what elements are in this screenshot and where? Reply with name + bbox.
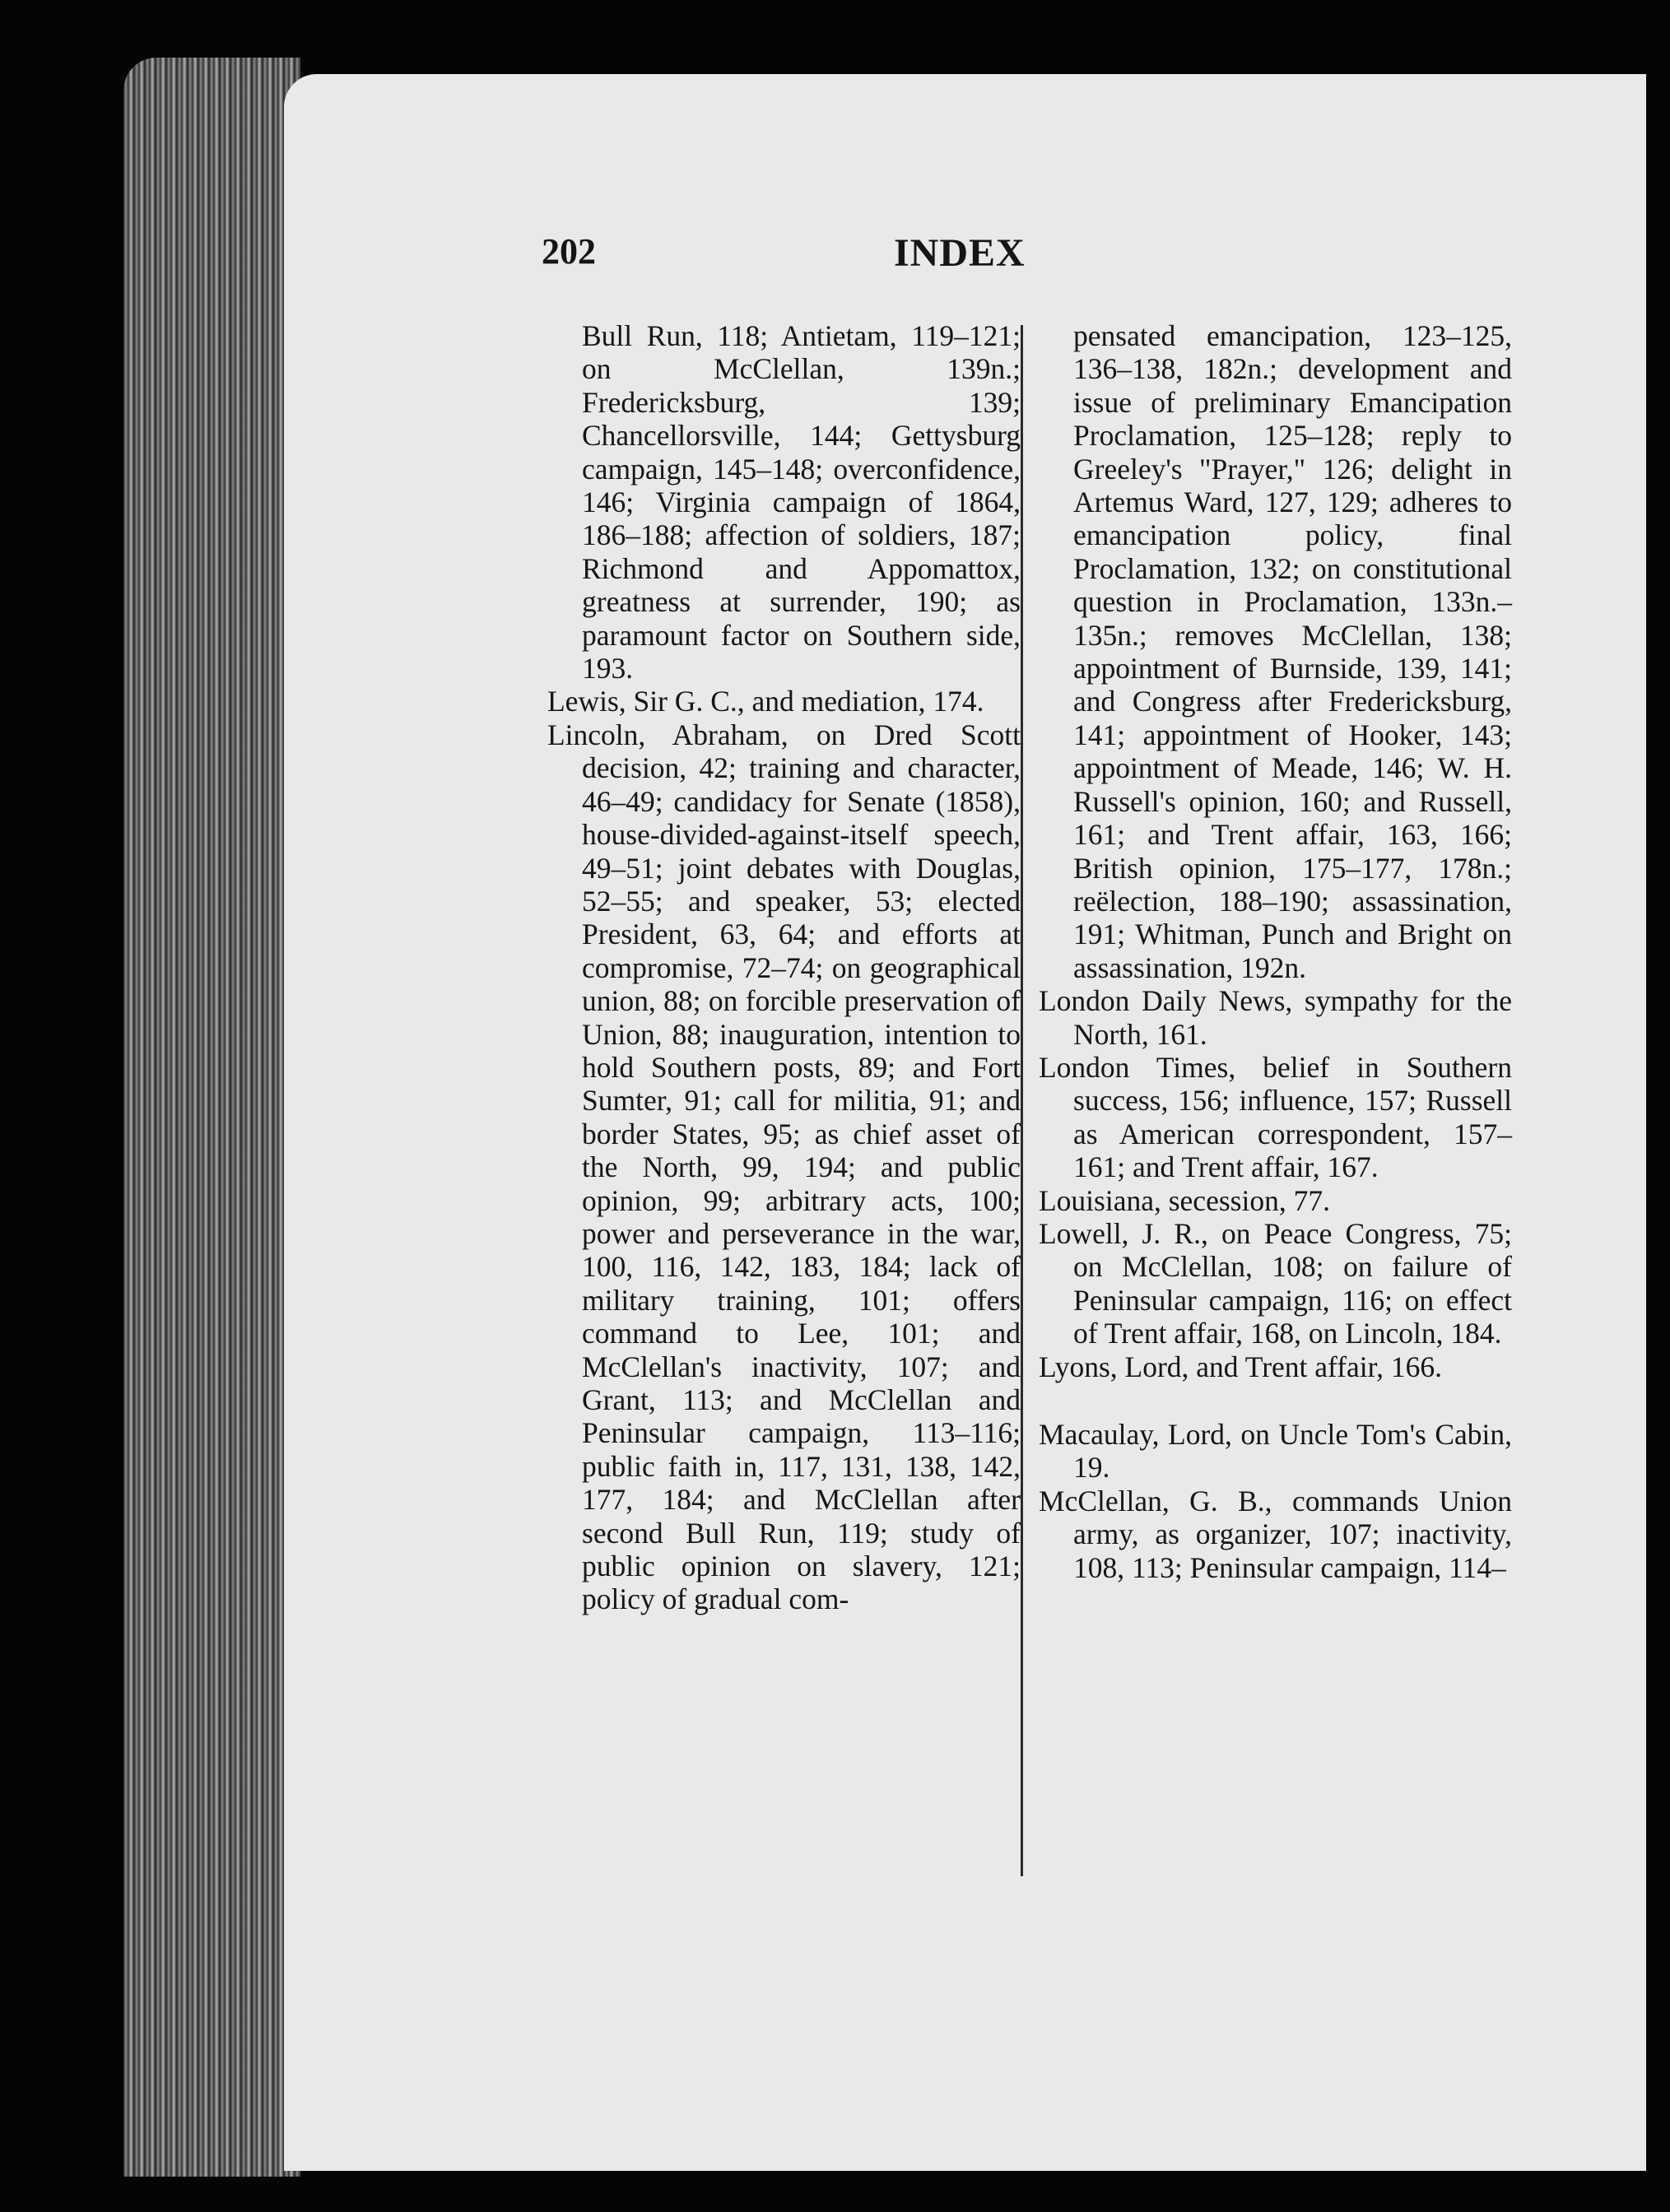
index-entry-mcclellan: McClellan, G. B., commands Union army, as organizer, 107; inactivity, 108, 113; Peninsular campaign, 114– (1039, 1484, 1512, 1584)
index-entry-london-daily-news: London Daily News, sympathy for the North, 161. (1039, 984, 1512, 1051)
index-entry-macaulay: Macaulay, Lord, on Uncle Tom's Cabin, 19. (1039, 1418, 1512, 1485)
index-column-right (1039, 319, 1512, 1584)
index-entry-continuation: Bull Run, 118; Antietam, 119–121; on McClellan, 139n.; Fredericksburg, 139; Chancellorsville, 144; Gettysburg campaign, 145–148; overconfidence, 146; Virginia campaign of 1864, 186–188; affection of soldiers, 187; Richmond and Appomattox, greatness at surrender, 190; as paramount factor on Southern side, 193. (582, 319, 1021, 685)
page-title: INDEX (894, 231, 1026, 275)
index-entry-lewis: Lewis, Sir G. C., and mediation, 174. (547, 685, 984, 718)
index-entry-louisiana: Louisiana, secession, 77. (1039, 1183, 1330, 1217)
index-entry-lyons: Lyons, Lord, and Trent affair, 166. (1039, 1350, 1442, 1383)
index-entry-lincoln: Lincoln, Abraham, on Dred Scott decision, 42; training and character, 46–49; candidacy for Senate (1858), house-divided-against-itself speech, 49–51; joint debates with Douglas, 52–55; and speaker, 53; elected President, 63, 64; and efforts at compromise, 72–74; on geographical union, 88; on forcible preservation of Union, 88; inauguration, intention to hold Southern posts, 89; and Fort Sumter, 91; call for militia, 91; and border States, 95; as chief asset of the North, 99, 194; and public opinion, 99; arbitrary acts, 100; power and perseverance in the war, 100, 116, 142, 183, 184; lack of military training, 101; offers command to Lee, 101; and McClellan's inactivity, 107; and Grant, 113; and McClellan and Peninsular campaign, 113–116; public faith in, 117, 131, 138, 142, 177, 184; and McClellan after second Bull Run, 119; study of public opinion on slavery, 121; policy of gradual com- (547, 718, 1021, 1616)
index-entry-continuation: pensated emancipation, 123–125, 136–138, 182n.; development and issue of preliminary Emancipation Proclamation, 125–128; reply to Greeley's "Prayer," 126; delight in Artemus Ward, 127, 129; adheres to emancipation policy, final Proclamation, 132; on constitutional question in Proclamation, 133n.–135n.; removes McClellan, 138; appointment of Burnside, 139, 141; and Congress after Fredericksburg, 141; appointment of Hooker, 143; appointment of Meade, 146; W. H. Russell's opinion, 160; and Russell, 161; and Trent affair, 163, 166; British opinion, 175–177, 178n.; reëlection, 188–190; assassination, 191; Whitman, Punch and Bright on assassination, 192n. (1073, 319, 1512, 984)
column-divider (1021, 325, 1023, 1876)
index-column-left (547, 319, 1021, 1616)
index-entry-london-times: London Times, belief in Southern success, 156; influence, 157; Russell as American correspondent, 157–161; and Trent affair, 167. (1039, 1050, 1512, 1184)
page-number: 202 (542, 231, 596, 272)
index-entry-lowell: Lowell, J. R., on Peace Congress, 75; on McClellan, 108; on failure of Peninsular campaign, 116; on effect of Trent affair, 168, on Lincoln, 184. (1039, 1216, 1512, 1350)
book-edge (123, 58, 300, 2177)
